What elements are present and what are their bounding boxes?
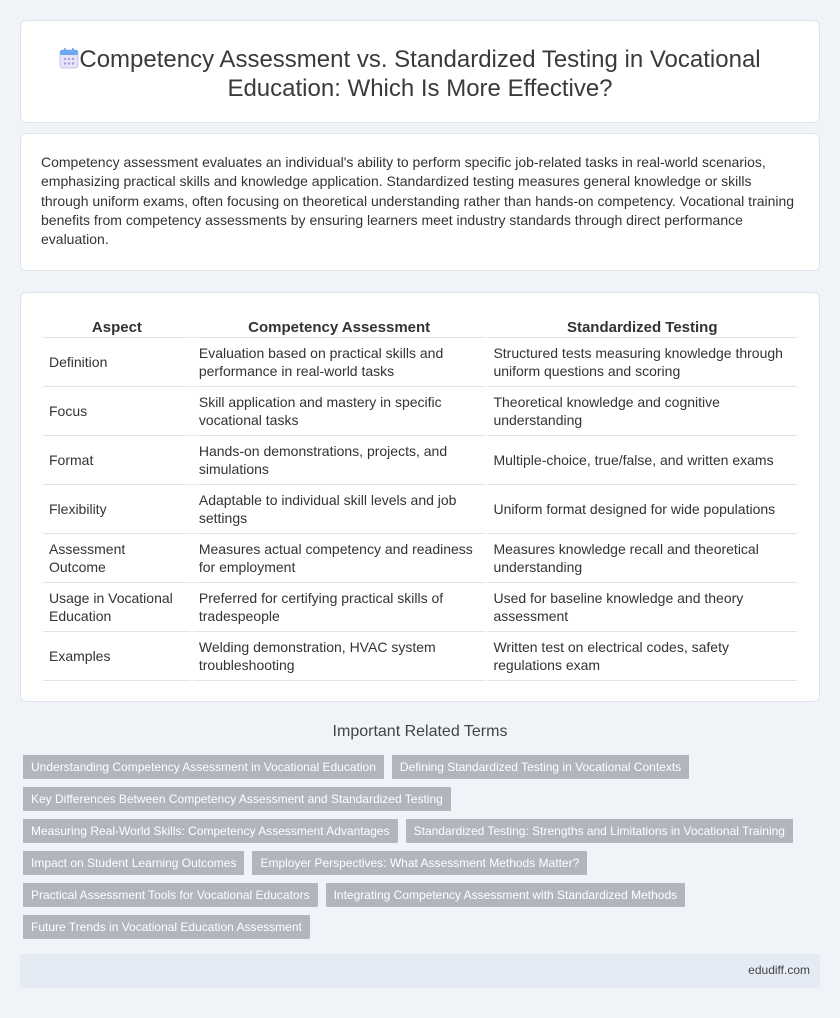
footer <box>20 954 820 988</box>
standardized-cell: Measures knowledge recall and theoretical understanding <box>487 534 797 583</box>
competency-cell: Measures actual competency and readiness for employment <box>193 534 486 583</box>
aspect-cell: Assessment Outcome <box>43 534 191 583</box>
header-standardized-testing: Standardized Testing <box>487 316 797 338</box>
related-term-tag[interactable]: Practical Assessment Tools for Vocational Educators <box>23 883 318 907</box>
comparison-card <box>20 292 820 702</box>
competency-cell: Skill application and mastery in specific vocational tasks <box>193 387 486 436</box>
related-term-tag[interactable]: Impact on Student Learning Outcomes <box>23 851 244 875</box>
standardized-cell: Used for baseline knowledge and theory assessment <box>487 583 797 632</box>
footer-site-link[interactable]: edudiff.com <box>748 963 810 977</box>
standardized-cell: Written test on electrical codes, safety regulations exam <box>487 632 797 681</box>
header-card <box>20 20 820 123</box>
aspect-cell: Usage in Vocational Education <box>43 583 191 632</box>
related-term-tag[interactable]: Employer Perspectives: What Assessment Methods Matter? <box>252 851 587 875</box>
related-term-tag[interactable]: Integrating Competency Assessment with Standardized Methods <box>326 883 686 907</box>
table-row <box>43 387 797 436</box>
table-header-row <box>43 316 797 338</box>
table-row <box>43 583 797 632</box>
header-competency-assessment: Competency Assessment <box>193 316 486 338</box>
standardized-cell: Multiple-choice, true/false, and written exams <box>487 436 797 485</box>
related-terms-list <box>23 755 803 939</box>
table-row <box>43 485 797 534</box>
competency-cell: Welding demonstration, HVAC system troubleshooting <box>193 632 486 681</box>
standardized-cell: Theoretical knowledge and cognitive understanding <box>487 387 797 436</box>
related-term-tag[interactable]: Defining Standardized Testing in Vocational Contexts <box>392 755 689 779</box>
competency-cell: Hands-on demonstrations, projects, and simulations <box>193 436 486 485</box>
competency-cell: Preferred for certifying practical skills of tradespeople <box>193 583 486 632</box>
aspect-cell: Format <box>43 436 191 485</box>
table-row <box>43 632 797 681</box>
aspect-cell: Focus <box>43 387 191 436</box>
intro-paragraph: Competency assessment evaluates an individual's ability to perform specific job-related tasks in real-world scenarios, emphasizing practical skills and knowledge application. Standardized testing measures general knowledge or skills through uniform exams, often focusing on theoretical understanding rather than hands-on competency. Vocational training benefits from competency assessments by ensuring learners meet industry standards through direct performance evaluation. <box>41 154 795 248</box>
related-term-tag[interactable]: Understanding Competency Assessment in Vocational Education <box>23 755 384 779</box>
aspect-cell: Examples <box>43 632 191 681</box>
related-term-tag[interactable]: Measuring Real-World Skills: Competency Assessment Advantages <box>23 819 398 843</box>
related-term-tag[interactable]: Key Differences Between Competency Assessment and Standardized Testing <box>23 787 451 811</box>
standardized-cell: Structured tests measuring knowledge through uniform questions and scoring <box>487 338 797 387</box>
competency-cell: Adaptable to individual skill levels and job settings <box>193 485 486 534</box>
related-term-tag[interactable]: Future Trends in Vocational Education Assessment <box>23 915 310 939</box>
intro-card <box>20 133 820 271</box>
related-term-tag[interactable]: Standardized Testing: Strengths and Limitations in Vocational Training <box>406 819 793 843</box>
aspect-cell: Flexibility <box>43 485 191 534</box>
comparison-table <box>41 316 799 681</box>
page-title: Competency Assessment vs. Standardized Testing in Vocational Education: Which Is More Effective? <box>79 46 761 102</box>
standardized-cell: Uniform format designed for wide populations <box>487 485 797 534</box>
aspect-cell: Definition <box>43 338 191 387</box>
table-row <box>43 436 797 485</box>
header-aspect: Aspect <box>43 316 191 338</box>
competency-cell: Evaluation based on practical skills and performance in real-world tasks <box>193 338 486 387</box>
table-row <box>43 338 797 387</box>
related-terms-title: Important Related Terms <box>332 723 508 740</box>
table-row <box>43 534 797 583</box>
